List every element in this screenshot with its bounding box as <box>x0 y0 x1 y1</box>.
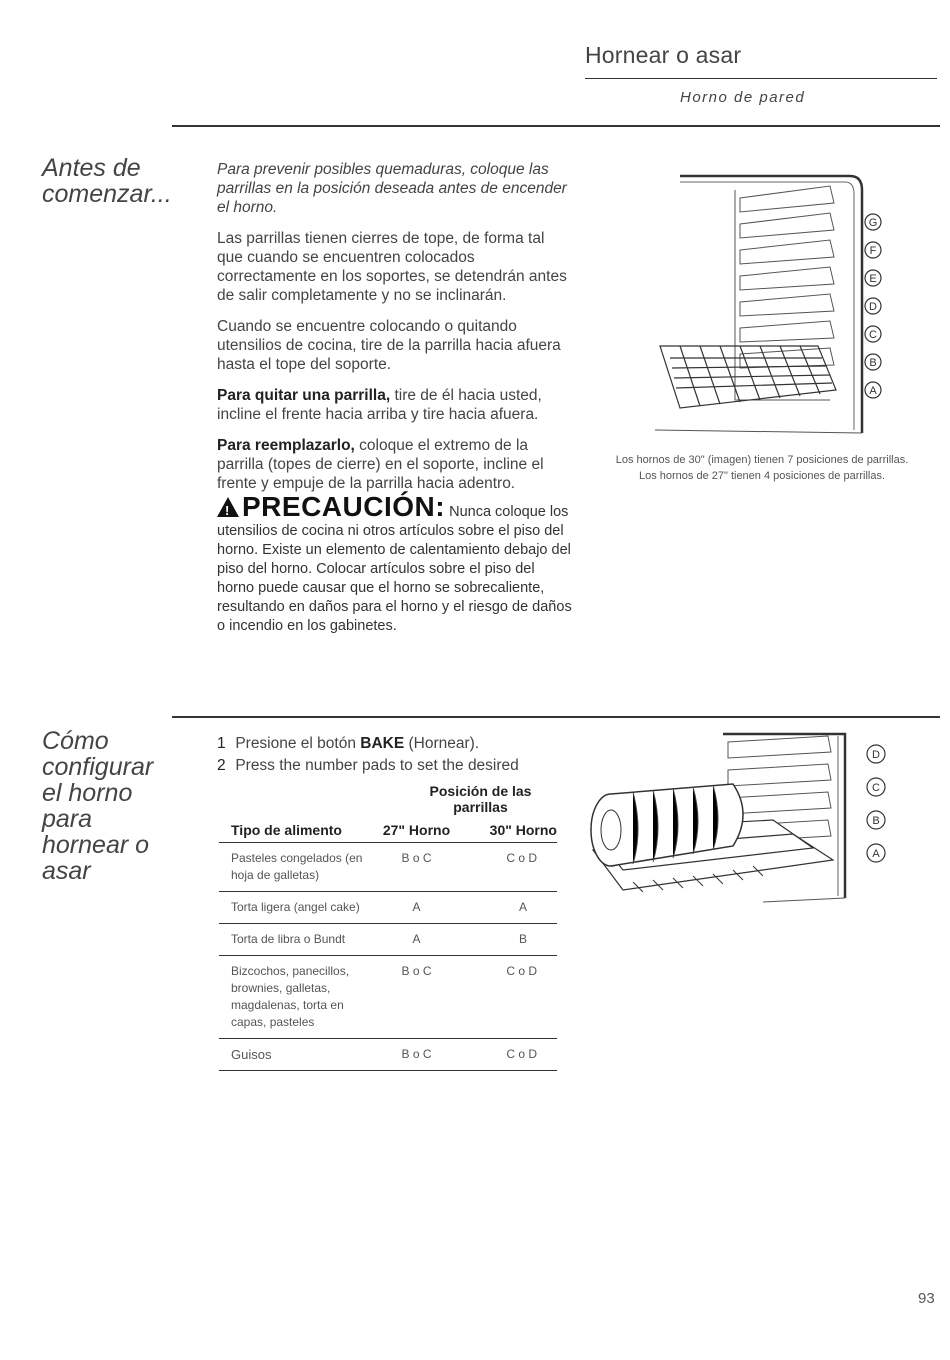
rack-stops-text: Las parrillas tienen cierres de tope, de forma tal que cuando se encuentren colocados correctamente en los soportes, se detendrán antes de salir completamente y no se inclinarán. <box>217 230 567 304</box>
rack-label-g <box>865 214 881 230</box>
replace-rack-instructions: coloque el extremo de la parrilla (topes de cierre) en el soporte, incline el frente y empuje de la parrilla hacia adentro. <box>217 437 544 492</box>
rack-label-b <box>865 354 881 370</box>
cell-30: C o D <box>469 843 557 892</box>
cell-30: B <box>469 924 557 956</box>
section2-heading-line: el horno <box>42 779 133 807</box>
cell-30: A <box>469 892 557 924</box>
page-subtitle: Horno de pared <box>680 89 806 106</box>
section1-heading-line2: comenzar... <box>42 180 172 208</box>
svg-text:B: B <box>869 357 877 369</box>
header-divider <box>585 78 937 79</box>
rack-position-labels-2 <box>862 740 892 870</box>
cell-27: A <box>364 892 469 924</box>
caution-text: Nunca coloque los utensilios de cocina ni otros artículos sobre el piso del horno. Existe un elemento de calentamiento debajo del piso del horno. Colocar artículos sobre el piso del horno puede causar que el horno se sobrecaliente, resultando en daños para el horno y el riesgo de daños o incendio en los gabinetes. <box>217 504 572 634</box>
steps-list <box>217 733 562 777</box>
section2-heading-line: para <box>42 805 93 833</box>
caption-line1: Los hornos de 30" (imagen) tienen 7 posiciones de parrillas. <box>615 454 909 466</box>
cell-food: Bizcochos, panecillos, brownies, galletas, magdalenas, torta en capas, pasteles <box>219 956 364 1039</box>
section2-heading-line: Cómo <box>42 727 109 755</box>
bake-label: BAKE <box>360 735 405 752</box>
step-text: Presione el botón <box>235 735 361 752</box>
cell-food: Guisos <box>219 1039 364 1071</box>
rack-label-d <box>867 745 885 763</box>
step-text-suffix: (Hornear). <box>404 735 480 752</box>
rack-position-labels <box>860 210 890 410</box>
page-title: Hornear o asar <box>585 42 742 68</box>
table-row <box>219 1039 557 1071</box>
replace-rack-label: Para reemplazarlo, <box>217 437 355 454</box>
section2-heading <box>42 728 153 884</box>
svg-text:A: A <box>869 385 877 397</box>
cell-27: B o C <box>364 956 469 1039</box>
svg-text:D: D <box>872 749 880 761</box>
svg-text:D: D <box>869 301 877 313</box>
table-row <box>219 892 557 924</box>
table-group-header: Posición de las parrillas <box>429 783 532 815</box>
rack-label-c <box>867 778 885 796</box>
caption-line2: Los hornos de 27" tienen 4 posiciones de parrillas. <box>638 470 886 482</box>
cell-27: B o C <box>364 1039 469 1071</box>
svg-text:G: G <box>868 217 878 229</box>
rack-label-d <box>865 298 881 314</box>
section1-heading <box>42 155 172 207</box>
svg-text:C: C <box>872 782 880 794</box>
table-row <box>219 924 557 956</box>
svg-text:E: E <box>869 273 877 285</box>
table-row <box>219 956 557 1039</box>
warning-icon <box>217 497 239 517</box>
cell-27: B o C <box>364 843 469 892</box>
replace-rack-text <box>217 436 572 493</box>
roast-pan-illustration <box>583 730 863 910</box>
remove-rack-text <box>217 386 572 424</box>
section1-rule <box>172 125 940 127</box>
table-row <box>219 843 557 892</box>
col-header-30: 30" Horno <box>469 818 557 843</box>
rack-label-b <box>867 811 885 829</box>
rack-label-c <box>865 326 881 342</box>
step-text: Press the number pads to set the desired <box>235 757 519 774</box>
cell-30: C o D <box>469 956 557 1039</box>
cell-food: Pasteles congelados (en hoja de galletas) <box>219 843 364 892</box>
svg-text:B: B <box>872 815 880 827</box>
cookware-text: Cuando se encuentre colocando o quitando utensilios de cocina, tire de la parrilla hacia afuera hasta el tope del soporte. <box>217 318 561 373</box>
cell-food: Torta ligera (angel cake) <box>219 892 364 924</box>
section1-body <box>217 160 572 636</box>
section2-rule <box>172 716 940 718</box>
remove-rack-instructions: tire de él hacia usted, incline el frente hacia arriba y tire hacia afuera. <box>217 387 542 423</box>
cell-food: Torta de libra o Bundt <box>219 924 364 956</box>
section1-heading-line1: Antes de <box>42 154 141 182</box>
step-number: 2 <box>217 757 226 774</box>
col-header-food: Tipo de alimento <box>219 818 364 843</box>
cell-30: C o D <box>469 1039 557 1071</box>
caution-title: PRECAUCIÓN: <box>242 491 446 522</box>
section2-heading-line: asar <box>42 857 91 885</box>
svg-text:F: F <box>869 245 877 257</box>
intro-text: Para prevenir posibles quemaduras, coloque las parrillas en la posición deseada antes de encender el horno. <box>217 161 567 216</box>
rack-label-f <box>865 242 881 258</box>
caution-block <box>217 491 572 636</box>
rack-position-table <box>219 783 557 1071</box>
section2-heading-line: hornear o <box>42 831 150 859</box>
step-number: 1 <box>217 735 226 752</box>
page-number: 93 <box>918 1290 935 1307</box>
cell-27: A <box>364 924 469 956</box>
section2-heading-line: configurar <box>42 753 154 781</box>
step-1 <box>217 733 562 755</box>
svg-text:C: C <box>869 329 877 341</box>
col-header-27: 27" Horno <box>364 818 469 843</box>
svg-text:A: A <box>872 848 880 860</box>
rack-label-a <box>865 382 881 398</box>
rack-label-a <box>867 844 885 862</box>
step-2 <box>217 755 562 777</box>
rack-label-e <box>865 270 881 286</box>
remove-rack-label: Para quitar una parrilla, <box>217 387 391 404</box>
illustration-caption <box>588 452 936 484</box>
